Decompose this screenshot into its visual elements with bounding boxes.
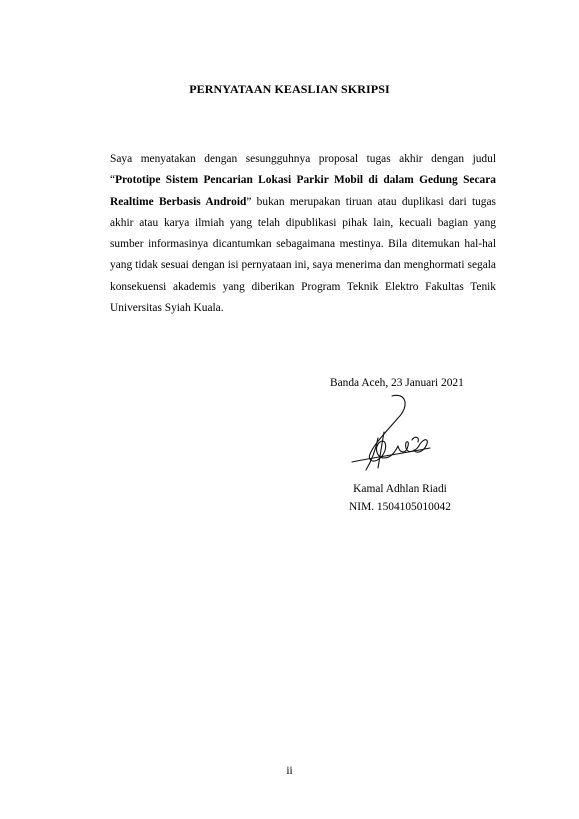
signer-name: Kamal Adhlan Riadi xyxy=(353,483,447,495)
page-number: ii xyxy=(286,765,293,777)
signature-image xyxy=(340,392,440,478)
place-date: Banda Aceh, 23 Januari 2021 xyxy=(330,377,464,389)
statement-rest: ” bukan merupakan tiruan atau duplikasi dari tugas akhir atau karya ilmiah yang telah dipublikasi pihak lain, kecuali bagian yang sumber informasinya dicantumkan sebagaimana mestinya. Bila ditemukan hal-hal yang tidak sesuai dengan isi pernyataan ini, saya menerima dan menghormati segala konsekuensi akademis yang diberikan Program Teknik Elektro Fakultas Tenik Universitas Syiah Kuala. xyxy=(110,195,496,315)
statement-intro: Saya menyatakan dengan sesungguhnya proposal tugas akhir dengan judul “ xyxy=(110,153,496,187)
page-title: PERNYATAAN KEASLIAN SKRIPSI xyxy=(189,82,390,96)
thesis-title: Prototipe Sistem Pencarian Lokasi Parkir Mobil di dalam Gedung Secara Realtime Berbasis Android xyxy=(110,174,496,208)
statement-paragraph xyxy=(110,149,496,319)
signer-nim: NIM. 1504105010042 xyxy=(349,501,451,513)
